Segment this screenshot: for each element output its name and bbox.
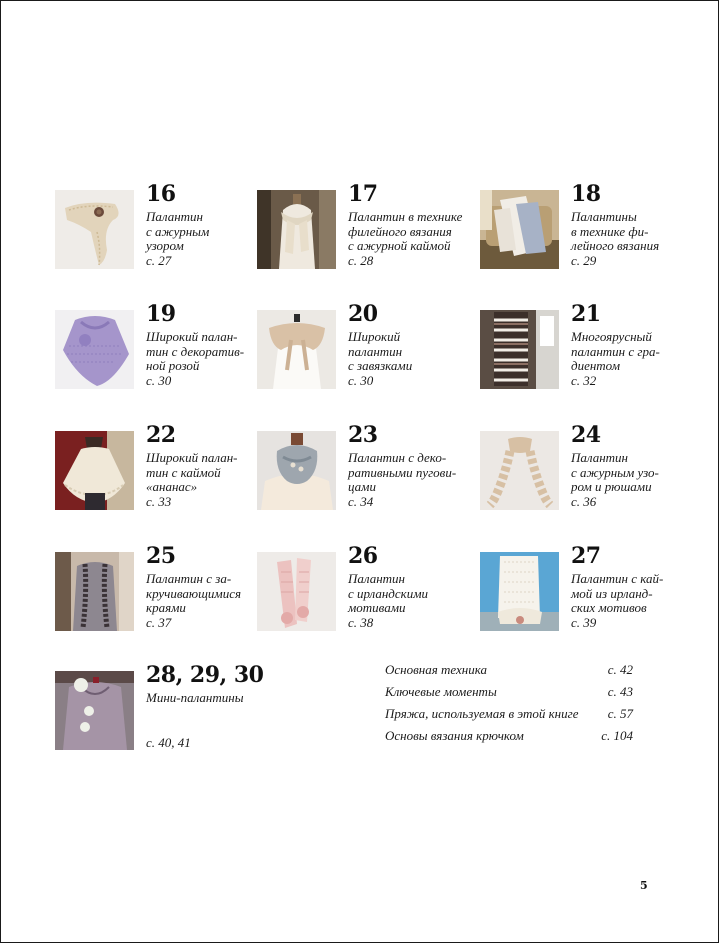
entry-page: с. 37 [146, 615, 172, 630]
technique-label: Основная техника [385, 662, 487, 677]
entry-title [146, 451, 271, 495]
entry-number: 18 [571, 181, 601, 207]
title-line: лейного вязания [571, 238, 660, 254]
catalog-entry-28-30[interactable] [55, 662, 270, 753]
title-line: ром и рюшами [571, 479, 652, 495]
catalog-entry-27[interactable] [480, 543, 695, 634]
entry-number: 16 [146, 181, 176, 207]
technique-item[interactable] [385, 705, 635, 727]
entry-title [348, 330, 473, 374]
entry-number: 25 [146, 543, 176, 569]
title-line: мотивами [348, 600, 406, 616]
thumbnail-image[interactable] [55, 190, 134, 269]
title-line: Широкий палан- [146, 329, 238, 344]
title-line: в технике фи- [571, 223, 649, 239]
title-line: с ажурным узо- [571, 464, 659, 480]
entry-title [571, 572, 696, 616]
technique-item[interactable] [385, 727, 635, 749]
catalog-entry-21[interactable] [480, 301, 695, 392]
thumbnail-image[interactable] [55, 310, 134, 389]
entry-number: 27 [571, 543, 601, 569]
thumbnail-image[interactable] [55, 552, 134, 631]
entry-page: с. 32 [571, 373, 597, 388]
title-line: Палантин [348, 571, 406, 586]
catalog-entry-25[interactable] [55, 543, 270, 634]
entry-number: 23 [348, 422, 378, 448]
entry-page: с. 30 [348, 373, 374, 388]
catalog-entry-22[interactable] [55, 422, 270, 513]
title-line: ративными пугови- [348, 464, 457, 480]
title-line: Палантин в технике [348, 209, 463, 224]
entry-page: с. 36 [571, 494, 597, 509]
entry-title [348, 210, 473, 254]
title-line: Палантин [146, 209, 204, 224]
title-line: ной розой [146, 358, 200, 374]
entry-title [348, 572, 473, 616]
catalog-entry-16[interactable] [55, 181, 270, 272]
entry-page: с. 27 [146, 253, 172, 268]
entry-number: 24 [571, 422, 601, 448]
title-line: Многоярусный [571, 329, 652, 344]
catalog-entry-18[interactable] [480, 181, 695, 272]
technique-item[interactable] [385, 683, 635, 705]
entry-page: с. 38 [348, 615, 374, 630]
title-line: палантин [348, 343, 403, 359]
catalog-entry-26[interactable] [257, 543, 472, 634]
title-line: Мини-палантины [146, 690, 244, 705]
entry-number: 26 [348, 543, 378, 569]
entry-title [146, 691, 271, 706]
thumbnail-image[interactable] [257, 190, 336, 269]
entry-title [146, 330, 271, 374]
title-line: Палантин с кай- [571, 571, 664, 586]
catalog-entry-24[interactable] [480, 422, 695, 513]
catalog-entry-23[interactable] [257, 422, 472, 513]
thumbnail-image[interactable] [55, 671, 134, 750]
entry-number: 19 [146, 301, 176, 327]
entry-number: 22 [146, 422, 176, 448]
title-line: мой из ирланд- [571, 585, 653, 601]
catalog-entry-20[interactable] [257, 301, 472, 392]
thumbnail-image[interactable] [257, 552, 336, 631]
entry-title [348, 451, 473, 495]
title-line: кручивающимися [146, 585, 242, 601]
technique-label: Ключевые моменты [385, 684, 497, 699]
entry-page: с. 28 [348, 253, 374, 268]
thumbnail-image[interactable] [480, 431, 559, 510]
title-line: филейного вязания [348, 223, 452, 239]
entry-page: с. 40, 41 [146, 735, 191, 750]
technique-page: с. 104 [601, 728, 633, 743]
title-line: диентом [571, 358, 620, 374]
thumbnail-image[interactable] [480, 310, 559, 389]
entry-page: с. 39 [571, 615, 597, 630]
technique-page: с. 42 [607, 662, 633, 677]
entry-page: с. 33 [146, 494, 172, 509]
entry-page: с. 30 [146, 373, 172, 388]
thumbnail-image[interactable] [55, 431, 134, 510]
technique-page: с. 43 [607, 684, 633, 699]
entry-number: 28, 29, 30 [146, 662, 264, 688]
title-line: Палантин с за- [146, 571, 232, 586]
thumbnail-image[interactable] [480, 190, 559, 269]
title-line: краями [146, 600, 186, 616]
title-line: Палантин с деко- [348, 450, 447, 465]
entry-page: с. 29 [571, 253, 597, 268]
thumbnail-image[interactable] [257, 310, 336, 389]
entry-title [146, 210, 271, 254]
entry-title [571, 210, 696, 254]
thumbnail-image[interactable] [480, 552, 559, 631]
title-line: цами [348, 479, 376, 495]
entry-page: с. 34 [348, 494, 374, 509]
entry-number: 20 [348, 301, 378, 327]
title-line: палантин с гра- [571, 343, 660, 359]
technique-page: с. 57 [607, 706, 633, 721]
title-line: Широкий [348, 329, 401, 344]
title-line: Широкий палан- [146, 450, 238, 465]
technique-item[interactable] [385, 661, 635, 683]
catalog-entry-19[interactable] [55, 301, 270, 392]
entry-title [146, 572, 271, 616]
entry-title [571, 451, 696, 495]
catalog-entry-17[interactable] [257, 181, 472, 272]
title-line: с завязками [348, 358, 413, 374]
title-line: «ананас» [146, 479, 198, 495]
technique-label: Основы вязания крючком [385, 728, 524, 743]
title-line: с ирландскими [348, 585, 429, 601]
entry-number: 17 [348, 181, 378, 207]
title-line: с ажурной каймой [348, 238, 451, 254]
thumbnail-image[interactable] [257, 431, 336, 510]
title-line: тин с декоратив- [146, 343, 245, 359]
title-line: ских мотивов [571, 600, 647, 616]
title-line: Палантины [571, 209, 637, 224]
technique-list [385, 661, 635, 749]
title-line: тин с каймой [146, 464, 221, 480]
title-line: с ажурным [146, 223, 210, 239]
title-line: Палантин [571, 450, 629, 465]
page-number: 5 [640, 879, 648, 892]
technique-label: Пряжа, используемая в этой книге [385, 706, 579, 721]
entry-title [571, 330, 696, 374]
title-line: узором [146, 238, 184, 254]
entry-number: 21 [571, 301, 601, 327]
